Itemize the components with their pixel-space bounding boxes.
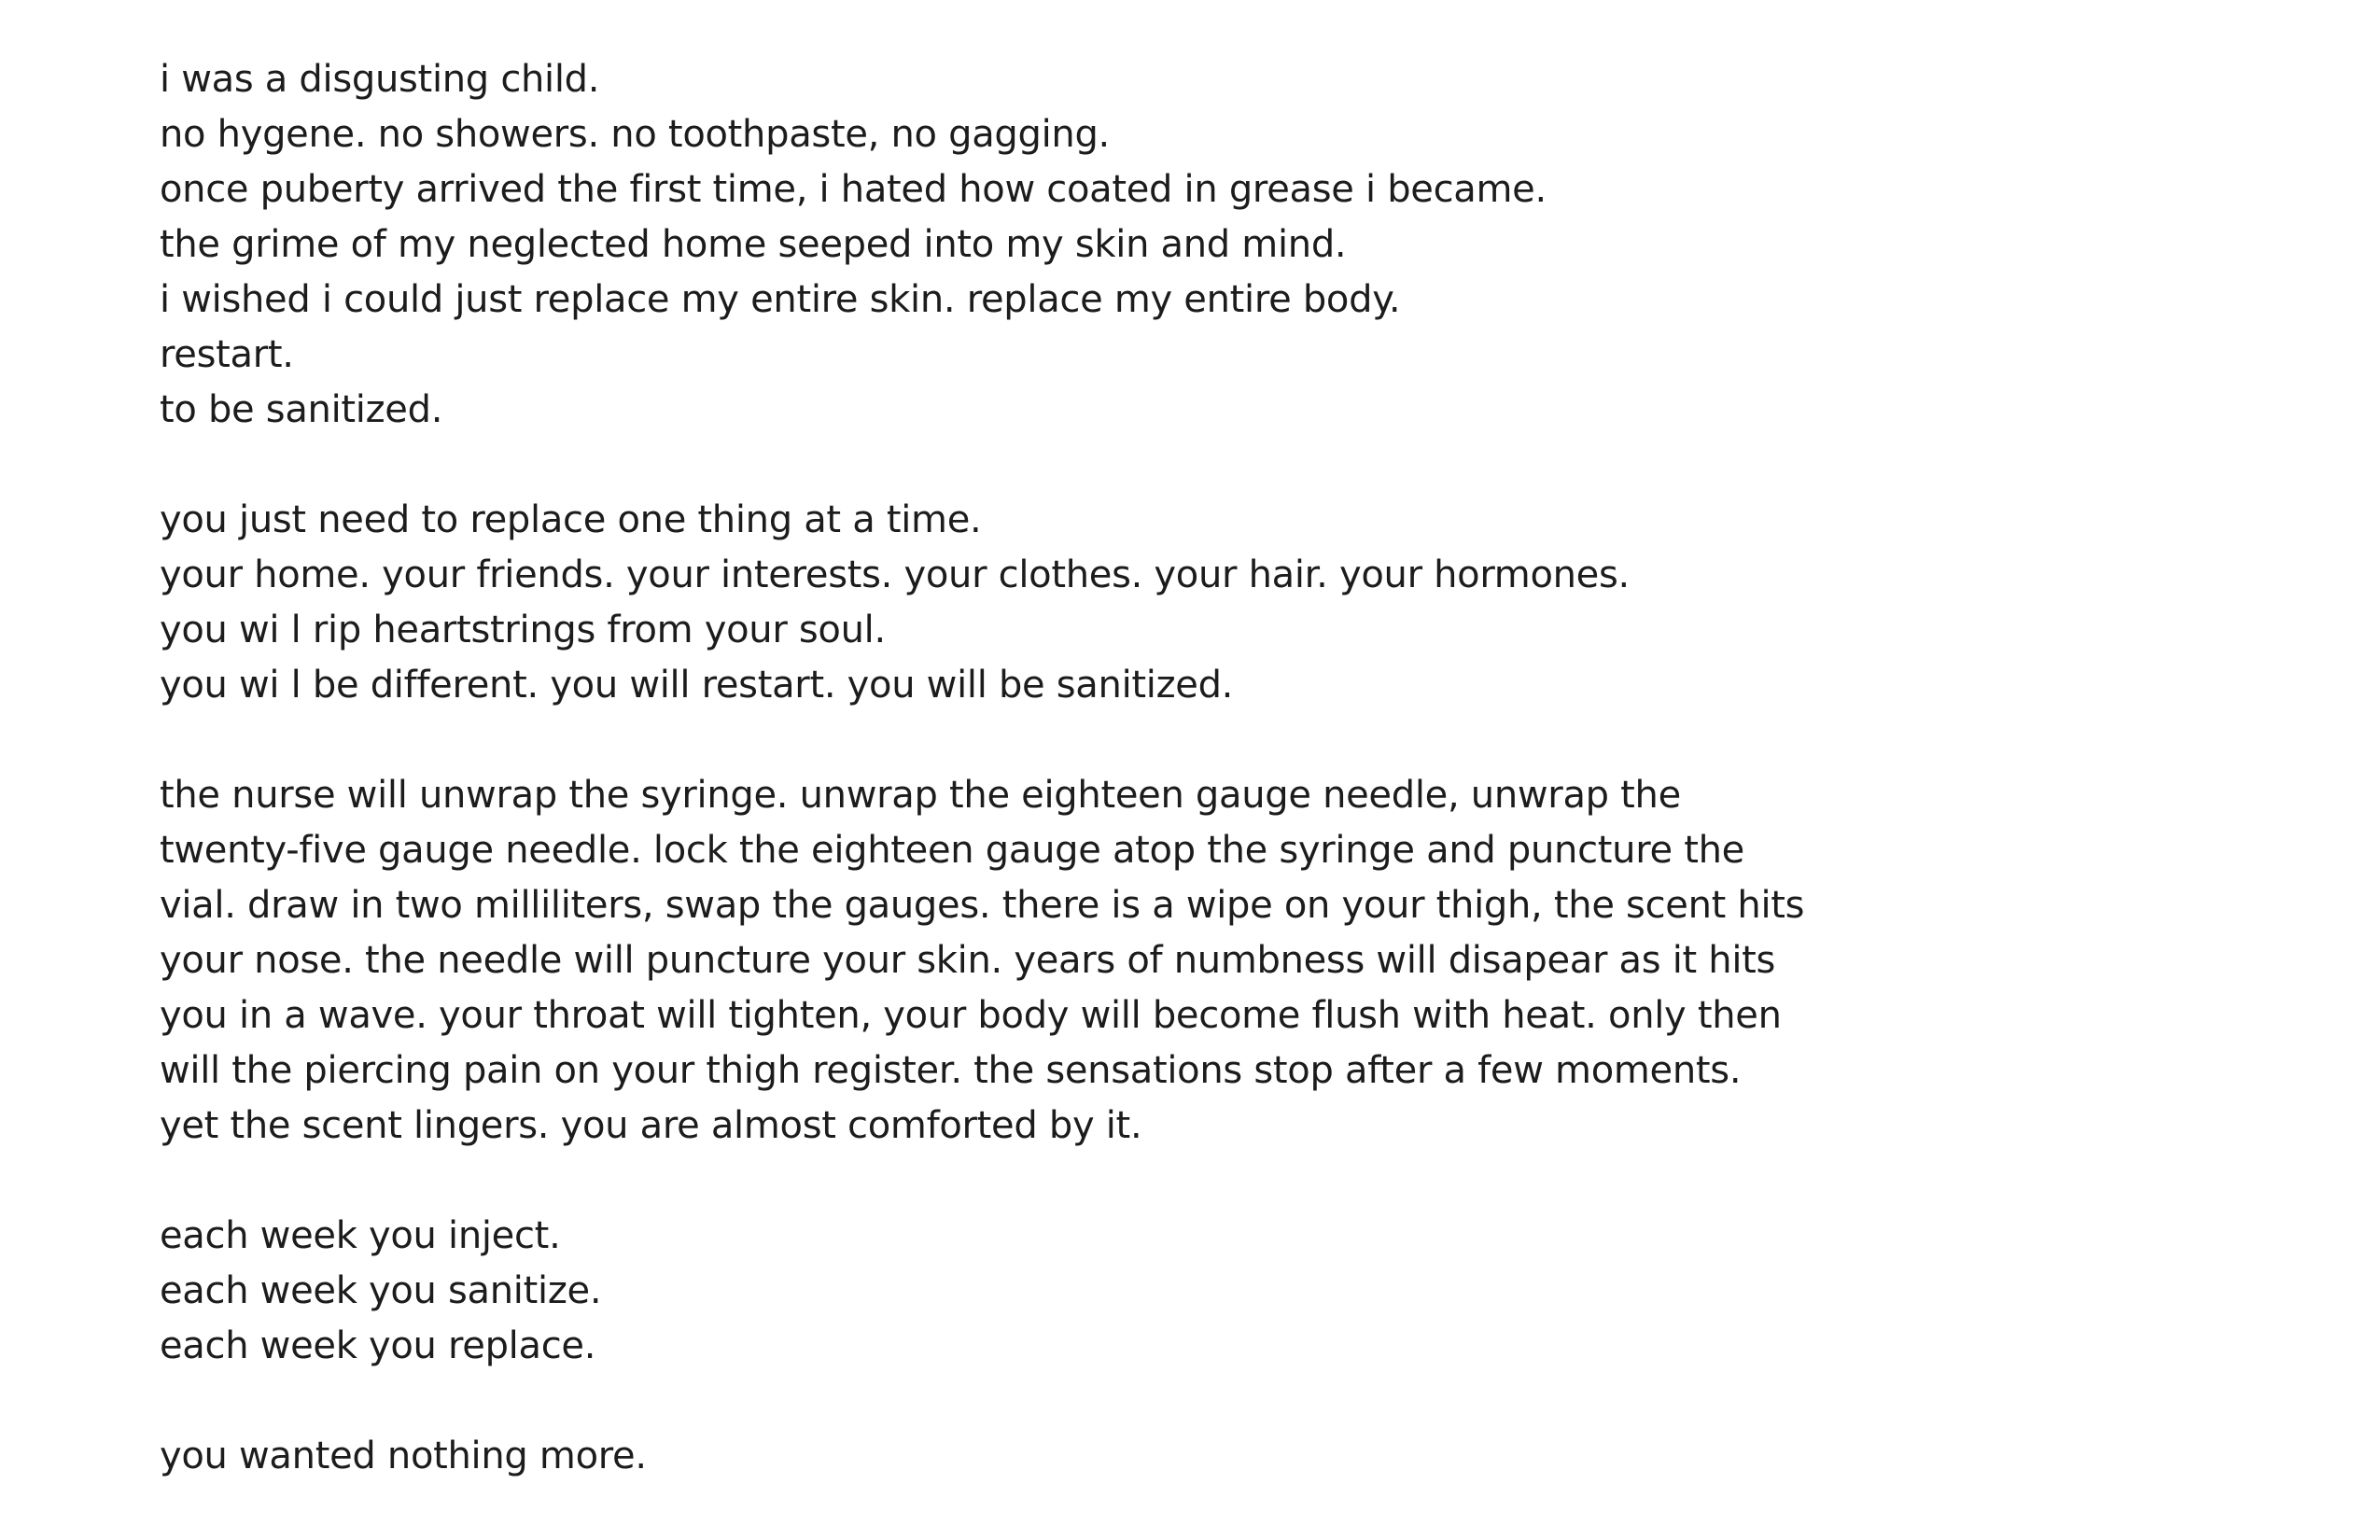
text-line: your nose. the needle will puncture your skin. years of numbness will disapear as it hits bbox=[160, 939, 1776, 982]
stanza-5 bbox=[160, 1429, 2260, 1484]
text-line: no hygene. no showers. no toothpaste, no gagging. bbox=[160, 113, 1110, 156]
text-line: i wished i could just replace my entire skin. replace my entire body. bbox=[160, 278, 1401, 321]
text-line: each week you inject. bbox=[160, 1214, 561, 1257]
text-line: you wanted nothing more. bbox=[160, 1435, 647, 1477]
text-line: the nurse will unwrap the syringe. unwrap the eighteen gauge needle, unwrap the bbox=[160, 774, 1681, 817]
text-line: you wi l be different. you will restart. you will be sanitized. bbox=[160, 664, 1234, 707]
stanza-1 bbox=[160, 52, 2260, 438]
text-line: will the piercing pain on your thigh register. the sensations stop after a few moments. bbox=[160, 1049, 1742, 1092]
stanza-3 bbox=[160, 768, 2260, 1154]
text-line: yet the scent lingers. you are almost comforted by it. bbox=[160, 1104, 1142, 1147]
text-line: vial. draw in two milliliters, swap the gauges. there is a wipe on your thigh, the scent hits bbox=[160, 884, 1805, 927]
text-line: your home. your friends. your interests. your clothes. your hair. your hormones. bbox=[160, 553, 1630, 596]
text-line: you just need to replace one thing at a time. bbox=[160, 498, 982, 541]
text-line: the grime of my neglected home seeped into my skin and mind. bbox=[160, 223, 1347, 266]
stanza-2 bbox=[160, 493, 2260, 713]
text-line: once puberty arrived the first time, i hated how coated in grease i became. bbox=[160, 168, 1547, 211]
text-line: each week you replace. bbox=[160, 1324, 596, 1367]
text-line: each week you sanitize. bbox=[160, 1269, 602, 1312]
text-line: restart. bbox=[160, 333, 294, 376]
text-line: you in a wave. your throat will tighten, your body will become flush with heat. only then bbox=[160, 994, 1782, 1037]
poem-body bbox=[160, 52, 2260, 1484]
stanza-4 bbox=[160, 1209, 2260, 1374]
text-line: you wi l rip heartstrings from your soul. bbox=[160, 609, 886, 651]
text-line: twenty-five gauge needle. lock the eighteen gauge atop the syringe and puncture the bbox=[160, 829, 1744, 872]
text-line: i was a disgusting child. bbox=[160, 58, 600, 101]
text-line: to be sanitized. bbox=[160, 388, 443, 431]
